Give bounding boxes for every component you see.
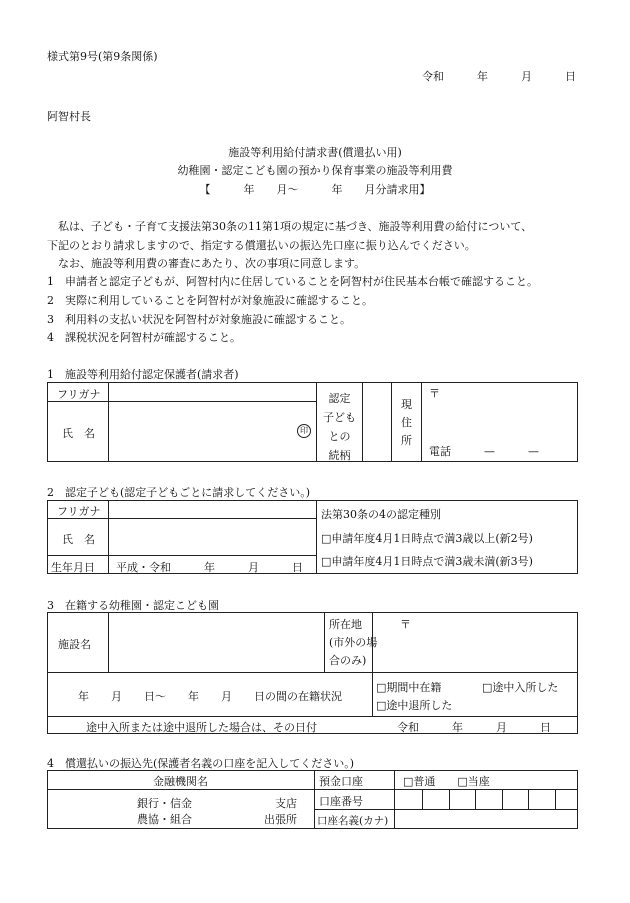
branch-label-2: 出張所 xyxy=(264,813,297,826)
furigana-label: フリガナ xyxy=(57,388,101,401)
title-line-2: 幼稚園・認定こども園の預かり保育事業の施設等利用費 xyxy=(177,164,453,177)
address-field[interactable] xyxy=(422,383,577,439)
date-line: 令和 年 月 日 xyxy=(422,70,576,83)
title-line-3: 【 年 月〜 年 月分請求用】 xyxy=(199,183,431,196)
enrollment-period-text: 年 月 日〜 年 月 日の間の在籍状況 xyxy=(78,690,342,703)
address-label: 現 住 所 xyxy=(401,398,412,447)
relation-label: 認定 子ども との 続柄 xyxy=(323,392,356,462)
facility-name-field[interactable] xyxy=(112,614,322,670)
form-number: 様式第9号(第9条関係) xyxy=(47,50,158,63)
consent-item-3: 3 利用料の支払い状況を阿智村が対象施設に確認すること。 xyxy=(47,313,351,326)
status-option-enrolled[interactable]: □期間中在籍 xyxy=(376,681,442,694)
relation-field[interactable] xyxy=(363,383,391,461)
addressee: 阿智村長 xyxy=(47,110,91,123)
deposit-type-label: 預金口座 xyxy=(319,775,363,788)
consent-item-2: 2 実際に利用していることを阿智村が対象施設に確認すること。 xyxy=(47,294,373,307)
location-label: 所在地 (市外の場 合のみ) xyxy=(329,618,378,667)
bank-type-2: 農協・組合 xyxy=(137,813,192,826)
cert-option-1[interactable]: □申請年度4月1日時点で満3歳以上(新2号) xyxy=(321,532,533,545)
bank-type-1: 銀行・信金 xyxy=(137,797,192,810)
body-paragraph-2: 下記のとおり請求しますので、指定する償還払いの振込先口座に振り込んでください。 xyxy=(47,239,476,252)
bank-name-label: 金融機関名 xyxy=(153,775,208,788)
postal-mark: 〒 xyxy=(429,387,440,400)
account-number-field[interactable] xyxy=(396,790,577,808)
section4-heading: 4 償還払いの振込先(保護者名義の口座を記入してください。) xyxy=(47,757,355,770)
midway-date-label: 途中入所または途中退所した場合は、その日付 xyxy=(86,721,317,734)
section3-heading: 3 在籍する幼稚園・認定こども園 xyxy=(47,599,219,612)
cert-type-title: 法第30条の4の認定種別 xyxy=(321,508,441,521)
account-name-field[interactable] xyxy=(396,810,577,828)
dob-label: 生年月日 xyxy=(51,561,95,574)
seal-mark: 印 xyxy=(297,424,311,438)
child-furigana-label: フリガナ xyxy=(57,505,101,518)
body-paragraph-3: なお、施設等利用費の審査にあたり、次の事項に同意します。 xyxy=(47,257,366,270)
midway-date-value[interactable]: 令和 年 月 日 xyxy=(397,721,551,734)
section1-heading: 1 施設等利用給付認定保護者(請求者) xyxy=(47,368,239,381)
section2-heading: 2 認定子ども(認定子どもごとに請求してください。) xyxy=(47,486,311,499)
guardian-name-label: 氏 名 xyxy=(62,427,95,440)
branch-label-1: 支店 xyxy=(275,797,297,810)
consent-item-1: 1 申請者と認定子どもが、阿智村内に住居していることを阿智村が住民基本台帳で確認すること。 xyxy=(47,275,538,288)
consent-item-4: 4 課税状況を阿智村が確認すること。 xyxy=(47,331,241,344)
guardian-name-field[interactable] xyxy=(113,402,313,460)
account-name-label: 口座名義(カナ) xyxy=(317,815,389,827)
dob-value[interactable]: 平成・令和 年 月 日 xyxy=(116,561,303,574)
deposit-type-options[interactable]: □普通 □当座 xyxy=(403,775,490,788)
account-number-label: 口座番号 xyxy=(319,795,363,808)
child-name-field[interactable] xyxy=(113,519,313,554)
body-paragraph-1: 私は、子ども・子育て支援法第30条の11第1項の規定に基づき、施設等利用費の給付について、 xyxy=(47,220,533,233)
status-option-left[interactable]: □途中退所した xyxy=(376,699,453,712)
phone-label: 電話 — — xyxy=(429,445,539,458)
status-option-joined[interactable]: □途中入所した xyxy=(482,681,559,694)
location-postal-mark: 〒 xyxy=(400,618,411,631)
location-field[interactable] xyxy=(376,614,576,670)
title-line-1: 施設等利用給付請求書(償還払い用) xyxy=(228,146,402,159)
facility-name-label: 施設名 xyxy=(58,638,91,651)
child-name-label: 氏 名 xyxy=(62,533,95,546)
cert-option-2[interactable]: □申請年度4月1日時点で満3歳未満(新3号) xyxy=(321,555,533,568)
